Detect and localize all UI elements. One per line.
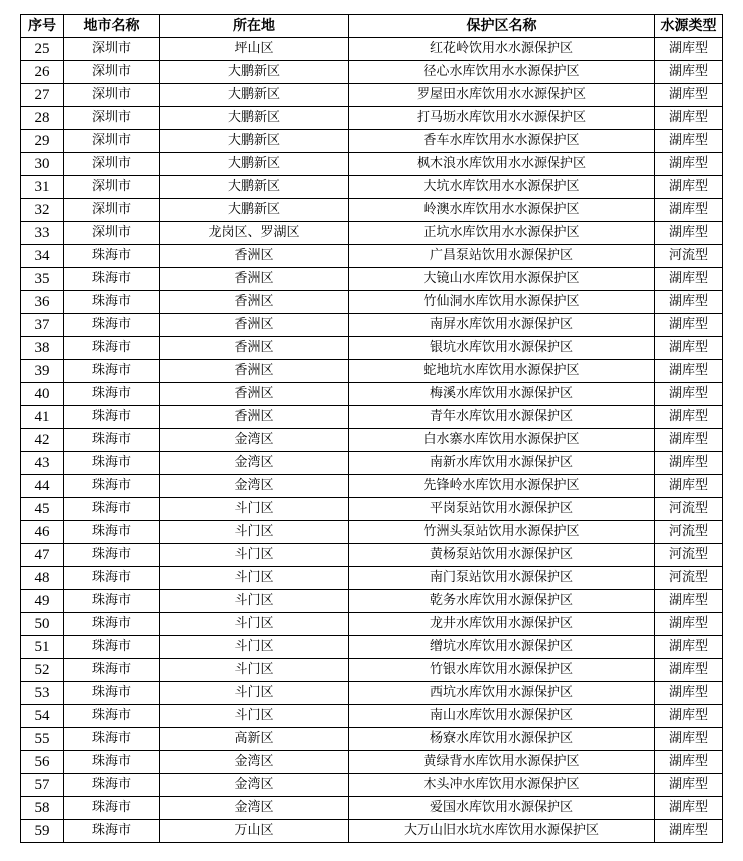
cell-zone-name: 南新水库饮用水源保护区 xyxy=(349,452,655,475)
protection-zone-table xyxy=(20,14,723,843)
table-header-row xyxy=(21,15,723,38)
table-row xyxy=(21,406,723,429)
table-row xyxy=(21,751,723,774)
cell-source-type: 河流型 xyxy=(655,498,723,521)
cell-zone-name: 正坑水库饮用水水源保护区 xyxy=(349,222,655,245)
table-row xyxy=(21,590,723,613)
table-row xyxy=(21,153,723,176)
cell-serial: 47 xyxy=(21,544,64,567)
cell-serial: 59 xyxy=(21,820,64,843)
cell-location: 斗门区 xyxy=(160,498,349,521)
cell-city: 深圳市 xyxy=(64,176,160,199)
cell-source-type: 河流型 xyxy=(655,521,723,544)
cell-city: 珠海市 xyxy=(64,314,160,337)
cell-location: 香洲区 xyxy=(160,406,349,429)
cell-zone-name: 竹洲头泵站饮用水源保护区 xyxy=(349,521,655,544)
cell-serial: 58 xyxy=(21,797,64,820)
cell-city: 珠海市 xyxy=(64,590,160,613)
cell-city: 珠海市 xyxy=(64,406,160,429)
cell-location: 金湾区 xyxy=(160,429,349,452)
cell-source-type: 湖库型 xyxy=(655,820,723,843)
cell-location: 斗门区 xyxy=(160,544,349,567)
cell-source-type: 湖库型 xyxy=(655,728,723,751)
cell-source-type: 湖库型 xyxy=(655,429,723,452)
table-row xyxy=(21,268,723,291)
cell-serial: 45 xyxy=(21,498,64,521)
cell-city: 珠海市 xyxy=(64,774,160,797)
cell-city: 珠海市 xyxy=(64,475,160,498)
table-row xyxy=(21,613,723,636)
cell-location: 斗门区 xyxy=(160,567,349,590)
cell-serial: 55 xyxy=(21,728,64,751)
cell-serial: 32 xyxy=(21,199,64,222)
cell-city: 珠海市 xyxy=(64,728,160,751)
cell-city: 珠海市 xyxy=(64,498,160,521)
cell-city: 珠海市 xyxy=(64,291,160,314)
cell-city: 深圳市 xyxy=(64,130,160,153)
cell-source-type: 湖库型 xyxy=(655,199,723,222)
cell-location: 斗门区 xyxy=(160,682,349,705)
cell-source-type: 湖库型 xyxy=(655,383,723,406)
cell-location: 香洲区 xyxy=(160,291,349,314)
table-body xyxy=(21,38,723,843)
cell-city: 珠海市 xyxy=(64,268,160,291)
table-row xyxy=(21,107,723,130)
cell-source-type: 湖库型 xyxy=(655,38,723,61)
cell-zone-name: 红花岭饮用水水源保护区 xyxy=(349,38,655,61)
table-row xyxy=(21,291,723,314)
cell-zone-name: 香车水库饮用水水源保护区 xyxy=(349,130,655,153)
cell-serial: 29 xyxy=(21,130,64,153)
cell-source-type: 湖库型 xyxy=(655,291,723,314)
cell-serial: 48 xyxy=(21,567,64,590)
cell-zone-name: 白水寨水库饮用水源保护区 xyxy=(349,429,655,452)
table-row xyxy=(21,222,723,245)
cell-source-type: 湖库型 xyxy=(655,360,723,383)
table-row xyxy=(21,337,723,360)
cell-zone-name: 广昌泵站饮用水源保护区 xyxy=(349,245,655,268)
table-row xyxy=(21,659,723,682)
cell-zone-name: 杨寮水库饮用水源保护区 xyxy=(349,728,655,751)
cell-source-type: 湖库型 xyxy=(655,107,723,130)
cell-city: 深圳市 xyxy=(64,153,160,176)
table-row xyxy=(21,728,723,751)
cell-zone-name: 大万山旧水坑水库饮用水源保护区 xyxy=(349,820,655,843)
cell-city: 珠海市 xyxy=(64,705,160,728)
cell-location: 金湾区 xyxy=(160,452,349,475)
cell-city: 珠海市 xyxy=(64,521,160,544)
cell-zone-name: 黄杨泵站饮用水源保护区 xyxy=(349,544,655,567)
cell-serial: 54 xyxy=(21,705,64,728)
cell-location: 香洲区 xyxy=(160,245,349,268)
cell-source-type: 河流型 xyxy=(655,245,723,268)
header-source-type: 水源类型 xyxy=(655,15,723,38)
cell-city: 珠海市 xyxy=(64,245,160,268)
table-row xyxy=(21,521,723,544)
cell-zone-name: 西坑水库饮用水源保护区 xyxy=(349,682,655,705)
cell-source-type: 湖库型 xyxy=(655,153,723,176)
cell-city: 珠海市 xyxy=(64,337,160,360)
cell-city: 珠海市 xyxy=(64,383,160,406)
cell-serial: 49 xyxy=(21,590,64,613)
table-row xyxy=(21,774,723,797)
table-row xyxy=(21,199,723,222)
header-serial: 序号 xyxy=(21,15,64,38)
cell-location: 金湾区 xyxy=(160,475,349,498)
cell-zone-name: 平岗泵站饮用水源保护区 xyxy=(349,498,655,521)
cell-zone-name: 竹仙洞水库饮用水源保护区 xyxy=(349,291,655,314)
cell-city: 深圳市 xyxy=(64,107,160,130)
cell-location: 金湾区 xyxy=(160,774,349,797)
cell-location: 大鹏新区 xyxy=(160,153,349,176)
cell-city: 深圳市 xyxy=(64,38,160,61)
table-row xyxy=(21,820,723,843)
cell-serial: 28 xyxy=(21,107,64,130)
cell-source-type: 湖库型 xyxy=(655,590,723,613)
cell-source-type: 湖库型 xyxy=(655,337,723,360)
cell-serial: 27 xyxy=(21,84,64,107)
cell-zone-name: 南屏水库饮用水源保护区 xyxy=(349,314,655,337)
cell-city: 深圳市 xyxy=(64,84,160,107)
cell-zone-name: 罗屋田水库饮用水水源保护区 xyxy=(349,84,655,107)
cell-location: 香洲区 xyxy=(160,268,349,291)
cell-location: 香洲区 xyxy=(160,383,349,406)
cell-location: 高新区 xyxy=(160,728,349,751)
table-row xyxy=(21,682,723,705)
cell-city: 深圳市 xyxy=(64,222,160,245)
cell-serial: 50 xyxy=(21,613,64,636)
cell-city: 珠海市 xyxy=(64,659,160,682)
cell-source-type: 湖库型 xyxy=(655,659,723,682)
table-row xyxy=(21,567,723,590)
cell-source-type: 湖库型 xyxy=(655,84,723,107)
cell-serial: 42 xyxy=(21,429,64,452)
cell-location: 万山区 xyxy=(160,820,349,843)
cell-zone-name: 蛇地坑水库饮用水源保护区 xyxy=(349,360,655,383)
cell-zone-name: 乾务水库饮用水源保护区 xyxy=(349,590,655,613)
cell-serial: 41 xyxy=(21,406,64,429)
cell-zone-name: 先锋岭水库饮用水源保护区 xyxy=(349,475,655,498)
cell-source-type: 湖库型 xyxy=(655,751,723,774)
cell-serial: 51 xyxy=(21,636,64,659)
cell-location: 香洲区 xyxy=(160,360,349,383)
cell-city: 珠海市 xyxy=(64,544,160,567)
cell-source-type: 河流型 xyxy=(655,544,723,567)
table-row xyxy=(21,705,723,728)
cell-location: 大鹏新区 xyxy=(160,199,349,222)
cell-location: 大鹏新区 xyxy=(160,107,349,130)
cell-zone-name: 南门泵站饮用水源保护区 xyxy=(349,567,655,590)
cell-location: 香洲区 xyxy=(160,314,349,337)
cell-city: 珠海市 xyxy=(64,636,160,659)
cell-serial: 25 xyxy=(21,38,64,61)
cell-zone-name: 木头冲水库饮用水源保护区 xyxy=(349,774,655,797)
cell-city: 珠海市 xyxy=(64,429,160,452)
table-row xyxy=(21,498,723,521)
table-row xyxy=(21,61,723,84)
table-row xyxy=(21,636,723,659)
table-row xyxy=(21,176,723,199)
cell-zone-name: 竹银水库饮用水源保护区 xyxy=(349,659,655,682)
cell-location: 坪山区 xyxy=(160,38,349,61)
cell-serial: 39 xyxy=(21,360,64,383)
cell-location: 大鹏新区 xyxy=(160,61,349,84)
cell-serial: 34 xyxy=(21,245,64,268)
cell-source-type: 湖库型 xyxy=(655,176,723,199)
cell-source-type: 湖库型 xyxy=(655,774,723,797)
cell-source-type: 湖库型 xyxy=(655,797,723,820)
cell-serial: 35 xyxy=(21,268,64,291)
cell-location: 大鹏新区 xyxy=(160,84,349,107)
table-row xyxy=(21,429,723,452)
cell-city: 珠海市 xyxy=(64,567,160,590)
cell-source-type: 河流型 xyxy=(655,567,723,590)
cell-location: 金湾区 xyxy=(160,751,349,774)
header-city: 地市名称 xyxy=(64,15,160,38)
cell-source-type: 湖库型 xyxy=(655,452,723,475)
cell-source-type: 湖库型 xyxy=(655,636,723,659)
cell-serial: 37 xyxy=(21,314,64,337)
cell-zone-name: 银坑水库饮用水源保护区 xyxy=(349,337,655,360)
cell-location: 斗门区 xyxy=(160,659,349,682)
cell-source-type: 湖库型 xyxy=(655,705,723,728)
cell-city: 珠海市 xyxy=(64,452,160,475)
cell-location: 龙岗区、罗湖区 xyxy=(160,222,349,245)
cell-serial: 43 xyxy=(21,452,64,475)
table-row xyxy=(21,383,723,406)
cell-source-type: 湖库型 xyxy=(655,475,723,498)
cell-source-type: 湖库型 xyxy=(655,682,723,705)
table-row xyxy=(21,797,723,820)
cell-zone-name: 青年水库饮用水源保护区 xyxy=(349,406,655,429)
cell-zone-name: 南山水库饮用水源保护区 xyxy=(349,705,655,728)
cell-source-type: 湖库型 xyxy=(655,406,723,429)
cell-city: 珠海市 xyxy=(64,360,160,383)
cell-serial: 56 xyxy=(21,751,64,774)
cell-zone-name: 缯坑水库饮用水源保护区 xyxy=(349,636,655,659)
cell-city: 珠海市 xyxy=(64,751,160,774)
table-row xyxy=(21,314,723,337)
cell-zone-name: 龙井水库饮用水源保护区 xyxy=(349,613,655,636)
cell-city: 深圳市 xyxy=(64,199,160,222)
cell-serial: 26 xyxy=(21,61,64,84)
cell-location: 斗门区 xyxy=(160,705,349,728)
cell-location: 大鹏新区 xyxy=(160,130,349,153)
cell-source-type: 湖库型 xyxy=(655,613,723,636)
cell-location: 金湾区 xyxy=(160,797,349,820)
cell-zone-name: 爱国水库饮用水源保护区 xyxy=(349,797,655,820)
cell-location: 斗门区 xyxy=(160,590,349,613)
cell-serial: 38 xyxy=(21,337,64,360)
cell-serial: 52 xyxy=(21,659,64,682)
cell-source-type: 湖库型 xyxy=(655,314,723,337)
cell-serial: 53 xyxy=(21,682,64,705)
cell-location: 斗门区 xyxy=(160,636,349,659)
cell-source-type: 湖库型 xyxy=(655,268,723,291)
cell-city: 珠海市 xyxy=(64,613,160,636)
cell-serial: 30 xyxy=(21,153,64,176)
table-row xyxy=(21,38,723,61)
cell-zone-name: 枫木浪水库饮用水水源保护区 xyxy=(349,153,655,176)
cell-serial: 36 xyxy=(21,291,64,314)
cell-zone-name: 黄绿背水库饮用水源保护区 xyxy=(349,751,655,774)
table-row xyxy=(21,544,723,567)
cell-location: 斗门区 xyxy=(160,613,349,636)
cell-serial: 44 xyxy=(21,475,64,498)
table-row xyxy=(21,130,723,153)
cell-zone-name: 打马坜水库饮用水水源保护区 xyxy=(349,107,655,130)
cell-city: 深圳市 xyxy=(64,61,160,84)
cell-serial: 31 xyxy=(21,176,64,199)
cell-location: 大鹏新区 xyxy=(160,176,349,199)
cell-source-type: 湖库型 xyxy=(655,222,723,245)
cell-serial: 33 xyxy=(21,222,64,245)
cell-serial: 46 xyxy=(21,521,64,544)
table-row xyxy=(21,452,723,475)
table-row xyxy=(21,360,723,383)
cell-zone-name: 梅溪水库饮用水源保护区 xyxy=(349,383,655,406)
cell-location: 斗门区 xyxy=(160,521,349,544)
cell-zone-name: 岭澳水库饮用水水源保护区 xyxy=(349,199,655,222)
cell-source-type: 湖库型 xyxy=(655,61,723,84)
table-row xyxy=(21,84,723,107)
cell-zone-name: 大坑水库饮用水水源保护区 xyxy=(349,176,655,199)
cell-serial: 57 xyxy=(21,774,64,797)
cell-zone-name: 大镜山水库饮用水源保护区 xyxy=(349,268,655,291)
table-row xyxy=(21,245,723,268)
cell-location: 香洲区 xyxy=(160,337,349,360)
cell-serial: 40 xyxy=(21,383,64,406)
cell-city: 珠海市 xyxy=(64,820,160,843)
cell-city: 珠海市 xyxy=(64,797,160,820)
table-row xyxy=(21,475,723,498)
header-zone-name: 保护区名称 xyxy=(349,15,655,38)
cell-city: 珠海市 xyxy=(64,682,160,705)
cell-zone-name: 径心水库饮用水水源保护区 xyxy=(349,61,655,84)
cell-source-type: 湖库型 xyxy=(655,130,723,153)
header-location: 所在地 xyxy=(160,15,349,38)
